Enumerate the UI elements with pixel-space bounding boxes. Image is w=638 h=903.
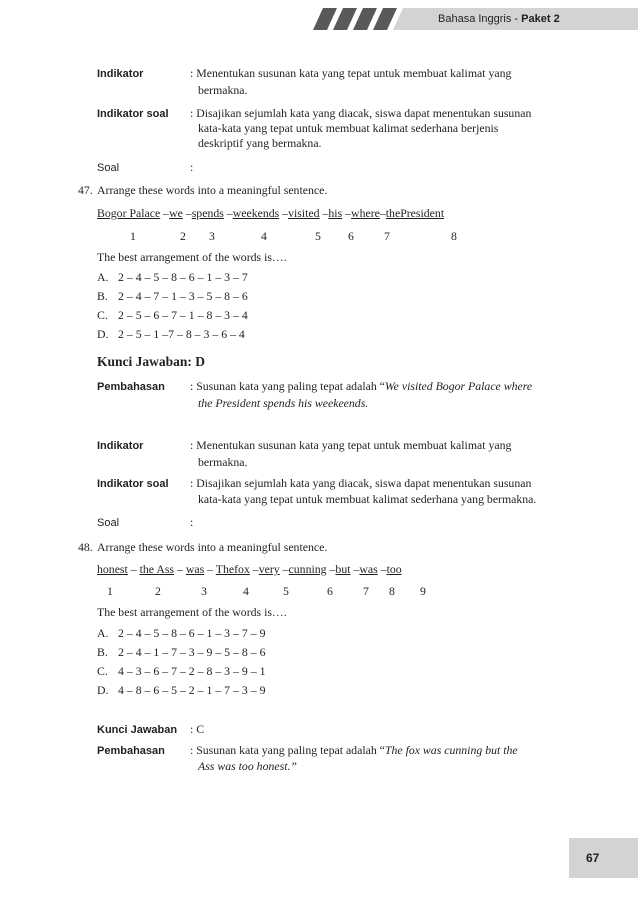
q47-indikator-soal-line1: : Disajikan sejumlah kata yang diacak, siswa dapat menentukan susunan <box>190 106 532 120</box>
q47-pembahasan-line1: : Susunan kata yang paling tepat adalah “We visited Bogor Palace where <box>190 379 533 393</box>
q47-word: his <box>328 206 343 220</box>
q48-answer-key-value: : C <box>190 722 205 736</box>
q48-instruction: Arrange these words into a meaningful sentence. <box>97 540 328 554</box>
q48-option-b-text: 2 – 4 – 1 – 7 – 3 – 9 – 5 – 8 – 6 <box>118 645 266 659</box>
q47-option-c-text: 2 – 5 – 6 – 7 – 1 – 8 – 3 – 4 <box>118 308 248 322</box>
q47-option-a-text: 2 – 4 – 5 – 8 – 6 – 1 – 3 – 7 <box>118 270 248 284</box>
q48-word-number: 9 <box>420 584 426 598</box>
q48-word: was <box>359 562 378 576</box>
q47-option-b-text: 2 – 4 – 7 – 1 – 3 – 5 – 8 – 6 <box>118 289 248 303</box>
q48-option-a-letter: A. <box>97 626 109 640</box>
q47-word: we <box>169 206 183 220</box>
q48-word-number: 4 <box>243 584 249 598</box>
header-band <box>0 0 638 40</box>
q47-prompt: The best arrangement of the words is…. <box>97 250 287 264</box>
q48-option-b-letter: B. <box>97 645 108 659</box>
q48-word: was <box>185 562 205 576</box>
page-number-tab <box>569 838 638 878</box>
q47-indikator-line2: bermakna. <box>198 83 248 97</box>
q47-number: 47. <box>78 183 93 197</box>
q47-word-number: 5 <box>315 229 321 243</box>
q47-word-number: 2 <box>180 229 186 243</box>
q48-option-c-text: 4 – 3 – 6 – 7 – 2 – 8 – 3 – 9 – 1 <box>118 664 266 678</box>
q48-word: honest <box>97 562 128 576</box>
q47-word-number: 7 <box>384 229 390 243</box>
q47-soal-label: Soal <box>97 162 120 174</box>
q48-word: cunning <box>288 562 327 576</box>
q47-option-a-letter: A. <box>97 270 109 284</box>
q47-pembahasan-label: Pembahasan <box>97 381 165 393</box>
q47-word-number: 8 <box>451 229 457 243</box>
q47-words: Bogor Palace –we –spends –weekends –visited –his –where–thePresident <box>97 206 445 220</box>
q47-option-b-letter: B. <box>97 289 108 303</box>
q48-option-d-letter: D. <box>97 683 109 697</box>
q48-word: too <box>386 562 402 576</box>
q48-soal-colon: : <box>190 515 194 529</box>
q47-indikator-soal-line3: deskriptif yang bermakna. <box>198 136 322 150</box>
q47-indikator-line1: : Menentukan susunan kata yang tepat untuk membuat kalimat yang <box>190 66 512 80</box>
q48-pembahasan-line1: : Susunan kata yang paling tepat adalah “The fox was cunning but the <box>190 743 518 757</box>
q48-option-c-letter: C. <box>97 664 108 678</box>
q47-word: spends <box>191 206 224 220</box>
q47-instruction: Arrange these words into a meaningful sentence. <box>97 183 328 197</box>
q48-word-number: 6 <box>327 584 333 598</box>
q48-word: Thefox <box>215 562 250 576</box>
q47-word: Bogor Palace <box>97 206 161 220</box>
q48-words: honest – the Ass – was – Thefox –very –cunning –but –was –too <box>97 562 402 576</box>
q47-word-number: 4 <box>261 229 267 243</box>
q48-indikator-line1: : Menentukan susunan kata yang tepat untuk membuat kalimat yang <box>190 438 512 452</box>
q47-word: visited <box>288 206 320 220</box>
q47-word: thePresident <box>385 206 445 220</box>
q47-indikator-soal-label: Indikator soal <box>97 108 169 120</box>
q48-word-number: 5 <box>283 584 289 598</box>
q47-answer-key: Kunci Jawaban: D <box>97 354 206 369</box>
q48-indikator-soal-line2: kata-kata yang tepat untuk membuat kalimat sederhana yang bermakna. <box>198 492 537 506</box>
q48-indikator-label: Indikator <box>97 440 144 452</box>
page-number: 67 <box>586 851 600 865</box>
q48-soal-label: Soal <box>97 517 120 529</box>
q48-word-number: 2 <box>155 584 161 598</box>
q47-indikator-soal-line2: kata-kata yang tepat untuk membuat kalimat sederhana berjenis <box>198 121 499 135</box>
q47-indikator-label: Indikator <box>97 68 144 80</box>
q48-word-number: 3 <box>201 584 207 598</box>
q48-word: but <box>335 562 351 576</box>
q48-option-a-text: 2 – 4 – 5 – 8 – 6 – 1 – 3 – 7 – 9 <box>118 626 266 640</box>
q47-soal-colon: : <box>190 160 194 174</box>
q48-pembahasan-label: Pembahasan <box>97 745 165 757</box>
q48-pembahasan-line2: Ass was too honest.” <box>198 759 297 773</box>
q47-word-number: 3 <box>209 229 215 243</box>
q48-option-d-text: 4 – 8 – 6 – 5 – 2 – 1 – 7 – 3 – 9 <box>118 683 266 697</box>
q47-option-c-letter: C. <box>97 308 108 322</box>
q48-word-number: 1 <box>107 584 113 598</box>
q48-number: 48. <box>78 540 93 554</box>
q48-indikator-soal-label: Indikator soal <box>97 478 169 490</box>
q47-word: where <box>351 206 380 220</box>
q48-answer-key-label: Kunci Jawaban <box>97 724 178 736</box>
q48-indikator-line2: bermakna. <box>198 455 248 469</box>
q48-prompt: The best arrangement of the words is…. <box>97 605 287 619</box>
header-title: Bahasa Inggris - Paket 2 <box>438 13 560 25</box>
q47-pembahasan-line2: the President spends his weekeends. <box>198 396 369 410</box>
q47-option-d-letter: D. <box>97 327 109 341</box>
q47-word-number: 1 <box>130 229 136 243</box>
q47-option-d-text: 2 – 5 – 1 –7 – 8 – 3 – 6 – 4 <box>118 327 245 341</box>
q48-word: very <box>258 562 280 576</box>
q48-indikator-soal-line1: : Disajikan sejumlah kata yang diacak, siswa dapat menentukan susunan <box>190 476 532 490</box>
q48-word-number: 8 <box>389 584 395 598</box>
q47-word: weekends <box>232 206 280 220</box>
q47-word-number: 6 <box>348 229 354 243</box>
q48-word: the Ass <box>139 562 175 576</box>
q48-word-number: 7 <box>363 584 369 598</box>
